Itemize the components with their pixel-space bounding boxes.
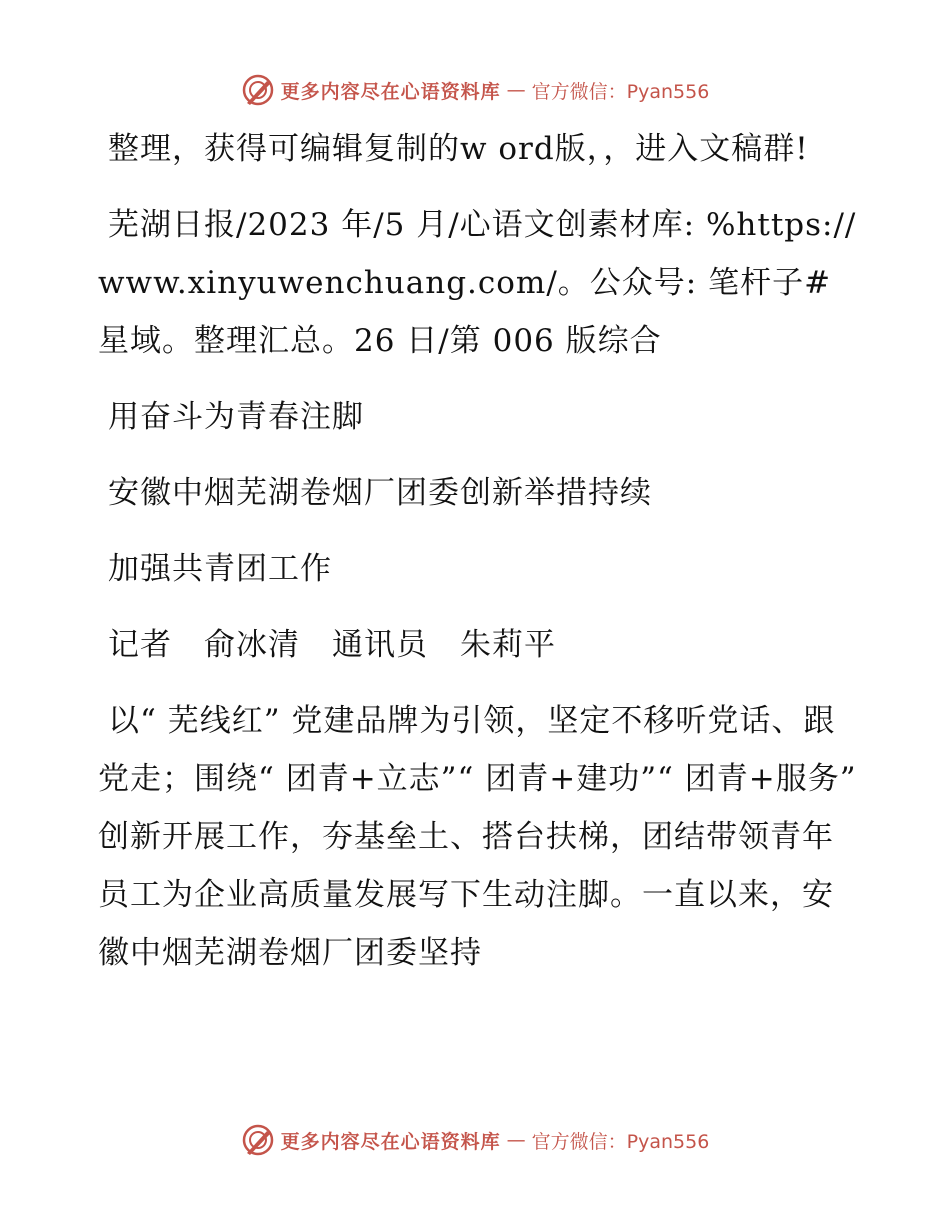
watermark-contact: 官方微信：Pyan556 [531,1130,710,1153]
header-watermark [0,70,950,110]
paragraph-source: 芜湖日报/2023 年/5 月/心语文创素材库: %https://www.xinyuwenchuang.com/。公众号: 笔杆子#星域。整理汇总。26 日/第 006 版综合 [98,207,857,359]
watermark-text: 更多内容尽在心语资料库 [280,80,501,103]
paragraph-body: 以“ 芜线红” 党建品牌为引领，坚定不移听党话、跟党走；围绕“ 团青+立志”“ 团青+建功”“ 团青+服务” 创新开展工作，夯基垒土、搭台扶梯，团结带领青年员工为企业高质量发展写下生动注脚。一直以来，安徽中烟芜湖卷烟厂团委坚持 [98,703,857,971]
byline: 记者 俞冰清 通讯员 朱莉平 [108,627,556,663]
watermark-separator: — [506,79,526,101]
pen-logo-icon [241,1123,275,1157]
watermark-contact: 官方微信：Pyan556 [531,80,710,103]
article-title: 用奋斗为青春注脚 [108,399,364,435]
watermark-text: 更多内容尽在心语资料库 [280,1130,501,1153]
article-subtitle-1: 安徽中烟芜湖卷烟厂团委创新举措持续 [108,475,652,511]
article-subtitle-2: 加强共青团工作 [108,551,332,587]
pen-logo-icon [241,73,275,107]
document-body [98,120,858,1000]
watermark-separator: — [506,1129,526,1151]
paragraph-intro: 整理，获得可编辑复制的w ord版，，进入文稿群! [108,131,809,167]
footer-watermark [0,1120,950,1160]
